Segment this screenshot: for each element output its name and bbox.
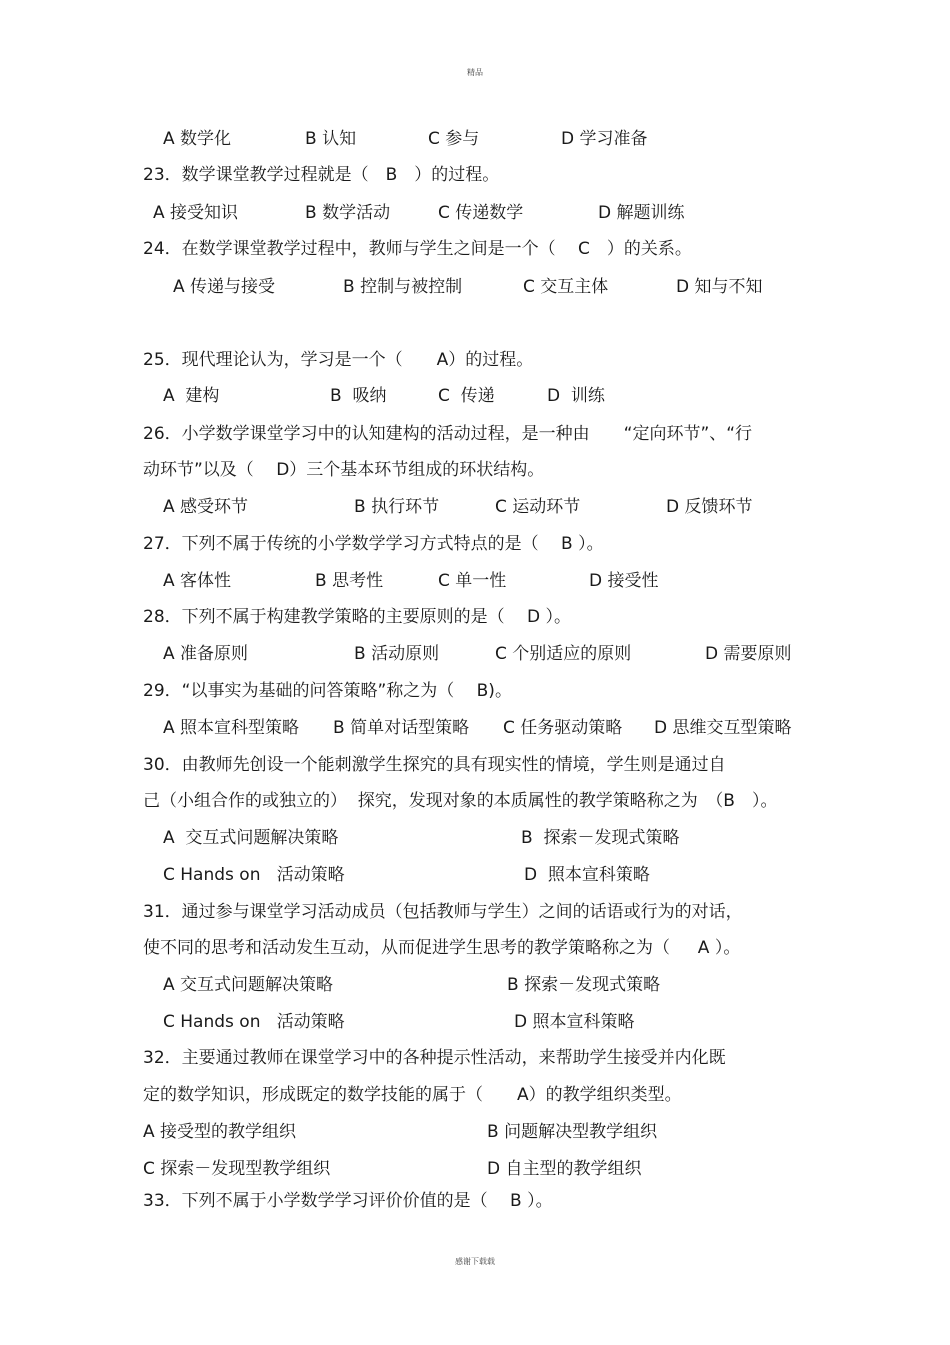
q24-option-a: A 传递与接受 (173, 277, 276, 297)
q26-option-c: C 运动环节 (495, 497, 581, 517)
q25-option-b: B 吸纳 (330, 386, 387, 406)
q30-option-b: B 探索－发现式策略 (521, 828, 680, 848)
q24-option-d: D 知与不知 (676, 277, 763, 297)
q23-option-a: A 接受知识 (153, 203, 239, 223)
q33-stem: 33．下列不属于小学数学学习评价价值的是（ B ）。 (143, 1191, 553, 1211)
q27-option-c: C 单一性 (438, 571, 507, 591)
q22-option-a: A 数学化 (163, 129, 232, 149)
q31-option-b: B 探索－发现式策略 (507, 975, 661, 995)
q29-option-d: D 思维交互型策略 (654, 718, 792, 738)
q32-stem-line1: 32．主要通过教师在课堂学习中的各种提示性活动，来帮助学生接受并内化既 (143, 1048, 726, 1068)
q32-option-a: A 接受型的教学组织 (143, 1122, 297, 1142)
q26-stem-line1: 26．小学数学课堂学习中的认知建构的活动过程，是一种由 “定向环节”、“行 (143, 424, 753, 444)
q30-stem-line2: 己（小组合作的或独立的） 探究，发现对象的本质属性的教学策略称之为 （B ）。 (143, 791, 778, 811)
q23-option-d: D 解题训练 (598, 203, 685, 223)
q22-option-b: B 认知 (305, 129, 357, 149)
q24-option-c: C 交互主体 (523, 277, 609, 297)
q25-option-a: A 建构 (163, 386, 220, 406)
q22-option-c: C 参与 (428, 129, 480, 149)
q23-stem: 23．数学课堂教学过程就是（ B ）的过程。 (143, 165, 500, 185)
q27-option-d: D 接受性 (589, 571, 659, 591)
q28-stem: 28．下列不属于构建教学策略的主要原则的是（ D ）。 (143, 607, 572, 627)
q26-option-a: A 感受环节 (163, 497, 249, 517)
q25-option-d: D 训练 (547, 386, 605, 406)
q26-stem-line2: 动环节”以及（ D）三个基本环节组成的环状结构。 (143, 460, 545, 480)
q25-option-c: C 传递 (438, 386, 495, 406)
q24-option-b: B 控制与被控制 (343, 277, 463, 297)
q30-stem-line1: 30．由教师先创设一个能刺激学生探究的具有现实性的情境，学生则是通过自 (143, 755, 726, 775)
q28-option-c: C 个别适应的原则 (495, 644, 632, 664)
q23-option-c: C 传递数学 (438, 203, 524, 223)
q30-option-a: A 交互式问题解决策略 (163, 828, 339, 848)
q29-stem: 29．“以事实为基础的问答策略”称之为（ B)。 (143, 681, 512, 701)
q23-option-b: B 数学活动 (305, 203, 391, 223)
q31-option-c: C Hands on 活动策略 (163, 1012, 345, 1032)
q26-option-d: D 反馈环节 (666, 497, 753, 517)
q31-stem-line1: 31．通过参与课堂学习活动成员（包括教师与学生）之间的话语或行为的对话， (143, 902, 743, 922)
q31-stem-line2: 使不同的思考和活动发生互动，从而促进学生思考的教学策略称之为（ A ）。 (143, 938, 741, 958)
q26-option-b: B 执行环节 (354, 497, 440, 517)
q29-option-a: A 照本宣科型策略 (163, 718, 300, 738)
q28-option-b: B 活动原则 (354, 644, 440, 664)
q30-option-d: D 照本宣科策略 (524, 865, 650, 885)
q30-option-c: C Hands on 活动策略 (163, 865, 345, 885)
q27-stem: 27．下列不属于传统的小学数学学习方式特点的是（ B ）。 (143, 534, 604, 554)
q27-option-b: B 思考性 (315, 571, 384, 591)
q31-option-d: D 照本宣科策略 (514, 1012, 635, 1032)
page-footer: 感谢下载载 (455, 1257, 495, 1266)
q24-stem: 24．在数学课堂教学过程中，教师与学生之间是一个（ C ）的关系。 (143, 239, 692, 259)
q29-option-b: B 简单对话型策略 (333, 718, 470, 738)
q32-stem-line2: 定的数学知识，形成既定的数学技能的属于（ A）的教学组织类型。 (143, 1085, 682, 1105)
q28-option-d: D 需要原则 (705, 644, 792, 664)
q27-option-a: A 客体性 (163, 571, 232, 591)
q32-option-d: D 自主型的教学组织 (487, 1159, 642, 1179)
q25-stem: 25．现代理论认为，学习是一个（ A）的过程。 (143, 350, 534, 370)
q28-option-a: A 准备原则 (163, 644, 249, 664)
q22-option-d: D 学习准备 (561, 129, 648, 149)
q29-option-c: C 任务驱动策略 (503, 718, 623, 738)
q32-option-b: B 问题解决型教学组织 (487, 1122, 658, 1142)
q32-option-c: C 探索－发现型教学组织 (143, 1159, 331, 1179)
page-header: 精品 (467, 68, 483, 77)
q31-option-a: A 交互式问题解决策略 (163, 975, 334, 995)
